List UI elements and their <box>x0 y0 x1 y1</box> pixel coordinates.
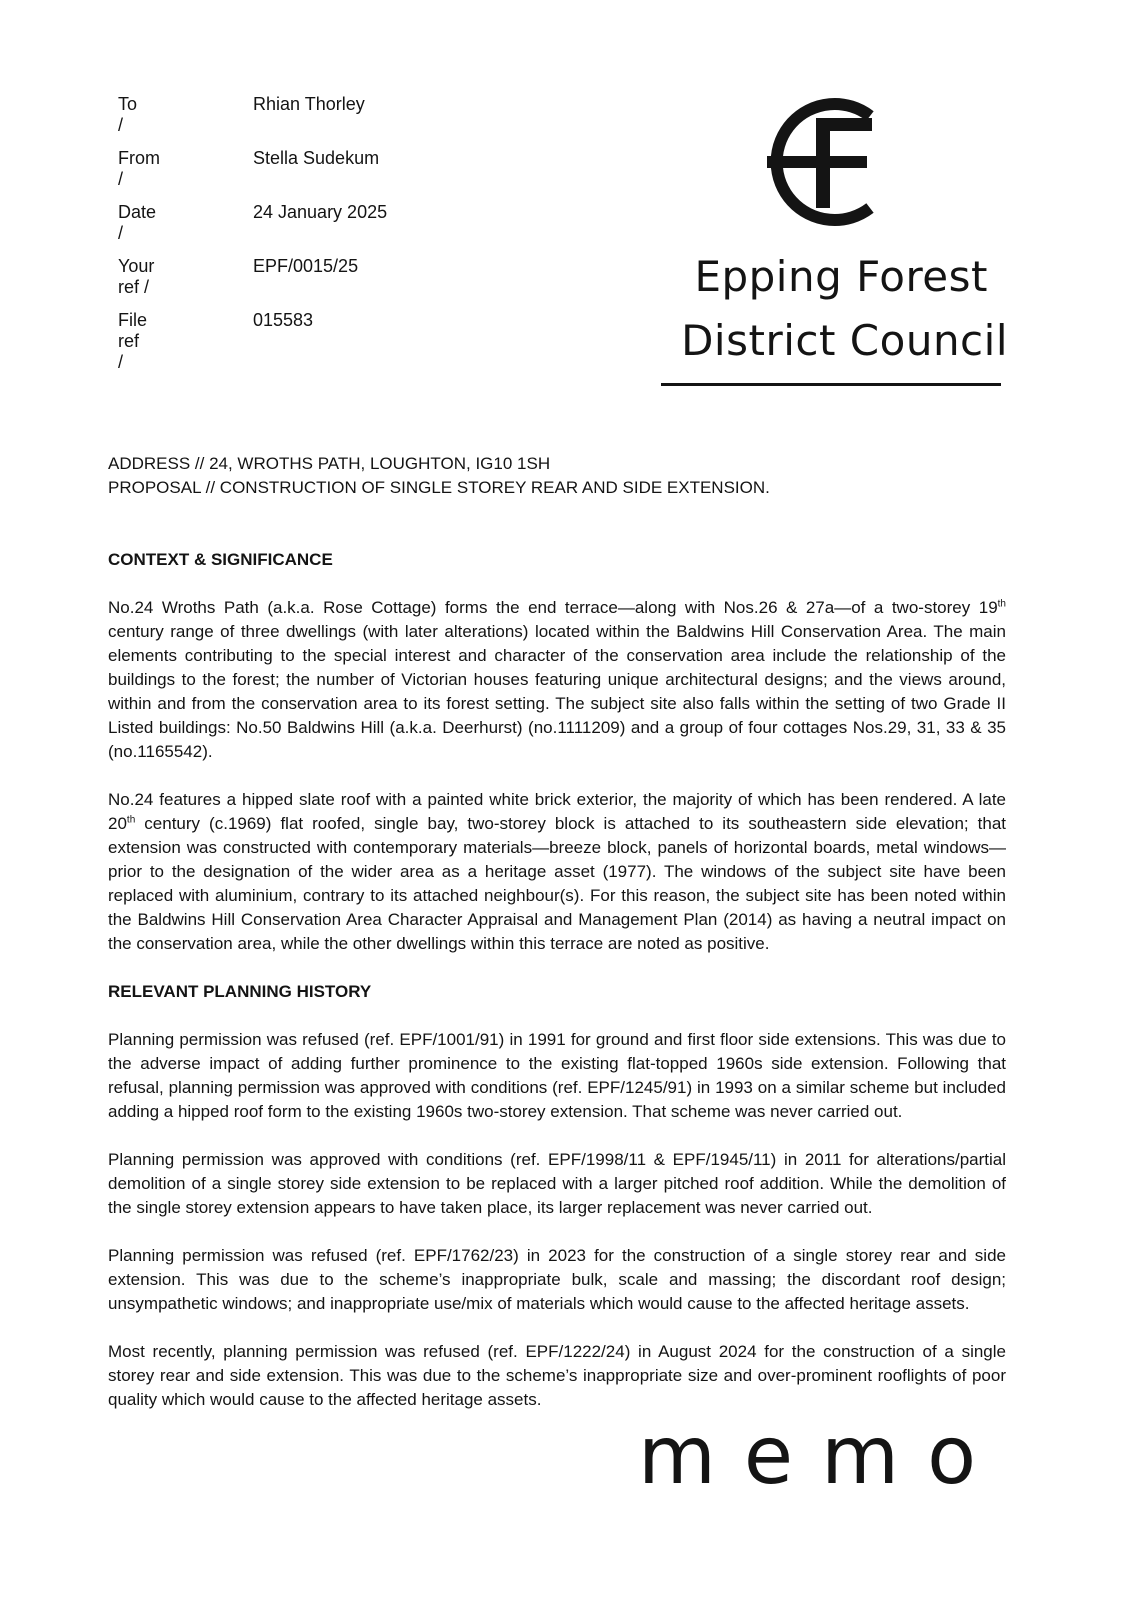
history-paragraph-1: Planning permission was refused (ref. EPF/1001/91) in 1991 for ground and first floor side extensions. This was due to the adverse impact of adding further prominence to the existing flat-topped 1960s side extension. Following that refusal, planning permission was approved with conditions (ref. EPF/1245/91) in 1993 on a similar scheme but included adding a hipped roof form to the existing 1960s two-storey extension. That scheme was never carried out. <box>108 1030 1006 1121</box>
context-paragraph-2 <box>108 788 1006 956</box>
context-p1-text-a: No.24 Wroths Path (a.k.a. Rose Cottage) forms the end terrace—along with Nos.26 & 27a—of a two-storey 19 <box>108 598 998 617</box>
context-heading: CONTEXT & SIGNIFICANCE <box>108 550 333 569</box>
address-line: ADDRESS // 24, WROTHS PATH, LOUGHTON, IG10 1SH <box>108 454 551 473</box>
context-p2-sup: th <box>126 814 136 826</box>
history-paragraph-4: Most recently, planning permission was refused (ref. EPF/1222/24) in August 2024 for the construction of a single storey rear and side extension. This was due to the scheme’s inappropriate size and over-prominent rooflights of poor quality which would cause to the affected heritage assets. <box>108 1342 1006 1409</box>
efdc-monogram-icon <box>762 92 882 232</box>
your-ref-label: Your ref / <box>118 256 155 297</box>
context-p2-text-b: century (c.1969) flat roofed, single bay, two-storey block is attached to its southeastern side elevation; that extension was constructed with contemporary materials—breeze block, panels of horizontal boards, metal windows—prior to the designation of the wider area as a heritage asset (1977). The windows of the subject site have been replaced with aluminium, contrary to its attached neighbour(s). For this reason, the subject site has been noted within the Baldwins Hill Conservation Area Character Appraisal and Management Plan (2014) as having a neutral impact on the conservation area, while the other dwellings within this terrace are noted as positive. <box>108 814 1006 953</box>
memo-wordmark: memo <box>638 1409 1005 1502</box>
from-value: Stella Sudekum <box>253 148 380 168</box>
org-name-line1: Epping Forest <box>694 252 988 301</box>
history-paragraph-2: Planning permission was approved with conditions (ref. EPF/1998/11 & EPF/1945/11) in 2011 for alterations/partial demolition of a single storey side extension to be replaced with a larger pitched roof addition. While the demolition of the single storey extension appears to have taken place, its larger replacement was never carried out. <box>108 1150 1006 1217</box>
date-label: Date / <box>118 202 157 243</box>
to-value: Rhian Thorley <box>253 94 365 114</box>
date-value: 24 January 2025 <box>253 202 388 222</box>
file-ref-value: 015583 <box>253 310 314 330</box>
context-p1-sup: th <box>997 598 1006 610</box>
your-ref-value: EPF/0015/25 <box>253 256 359 276</box>
context-p2-text-a: No.24 features a hipped slate roof with a painted white brick exterior, the majority of which has been rendered. A late 20 <box>108 790 1006 833</box>
memo-body <box>108 452 1006 1412</box>
history-heading: RELEVANT PLANNING HISTORY <box>108 982 372 1001</box>
org-name-line2: District Council <box>681 316 1008 365</box>
context-p1-text-b: century range of three dwellings (with later alterations) located within the Baldwins Hill Conservation Area. The main elements contributing to the special interest and character of the conservation area include the relationship of the buildings to the forest; the number of Victorian houses featuring unique architectural designs; and the views around, within and from the conservation area to its forest setting. The subject site also falls within the setting of two Grade II Listed buildings: No.50 Baldwins Hill (a.k.a. Deerhurst) (no.1111209) and a group of four cottages Nos.29, 31, 33 & 35 (no.1165542). <box>108 622 1006 761</box>
history-paragraph-3: Planning permission was refused (ref. EPF/1762/23) in 2023 for the construction of a single storey rear and side extension. This was due to the scheme’s inappropriate bulk, scale and massing; the discordant roof design; unsympathetic windows; and inappropriate use/mix of materials which would cause to the affected heritage assets. <box>108 1246 1006 1313</box>
to-label: To / <box>118 94 138 135</box>
file-ref-label: File ref / <box>118 310 148 372</box>
from-label: From / <box>118 148 160 189</box>
proposal-line: PROPOSAL // CONSTRUCTION OF SINGLE STOREY REAR AND SIDE EXTENSION. <box>108 478 770 497</box>
context-paragraph-1 <box>108 596 1006 764</box>
logo-divider <box>661 383 1001 386</box>
